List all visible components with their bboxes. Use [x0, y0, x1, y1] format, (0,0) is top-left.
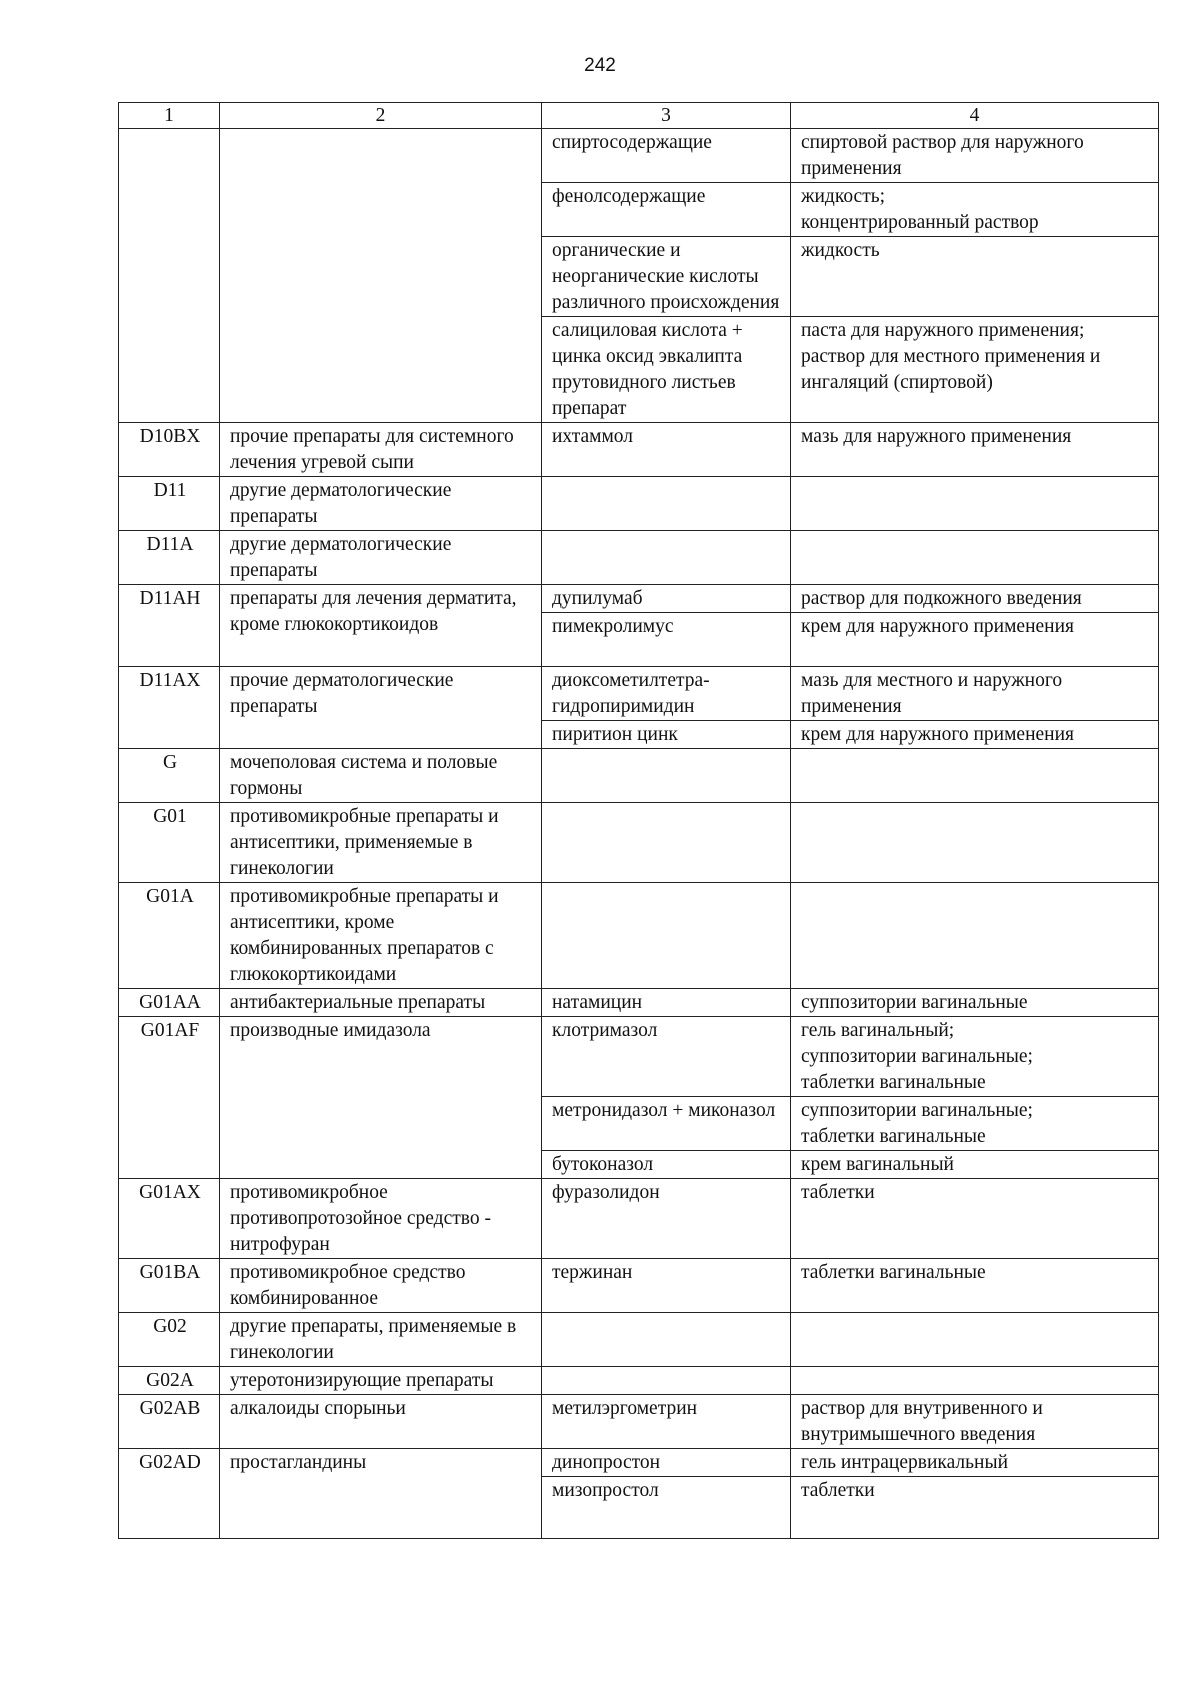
atc-code: D10BX	[119, 423, 220, 477]
page-number: 242	[584, 55, 616, 76]
drug-name: спиртосодержащие	[542, 129, 791, 183]
drug-name: диоксометилтетра- гидропиримидин	[542, 667, 791, 721]
dosage-form: мазь для местного и наружного применения	[791, 667, 1159, 721]
drug-name	[542, 749, 791, 803]
drug-name: органические и неорганические кислоты различного происхождения	[542, 237, 791, 317]
group-name: противомикробное средство комбинированное	[220, 1259, 542, 1313]
table-row	[119, 803, 1159, 883]
drug-name	[542, 883, 791, 989]
atc-code: D11AH	[119, 585, 220, 667]
dosage-form: крем для наружного применения	[791, 613, 1159, 667]
drug-name	[542, 803, 791, 883]
dosage-form: суппозитории вагинальные; таблетки вагинальные	[791, 1097, 1159, 1151]
dosage-form	[791, 883, 1159, 989]
drug-name: ихтаммол	[542, 423, 791, 477]
header-row	[119, 103, 1159, 129]
dosage-form	[791, 477, 1159, 531]
atc-code: G01AX	[119, 1179, 220, 1259]
dosage-form: крем вагинальный	[791, 1151, 1159, 1179]
dosage-form: гель интрацервикальный	[791, 1449, 1159, 1477]
table-row	[119, 883, 1159, 989]
table-row	[119, 1259, 1159, 1313]
table-row	[119, 585, 1159, 613]
group-name: утеротонизирующие препараты	[220, 1367, 542, 1395]
atc-code	[119, 129, 220, 423]
dosage-form	[791, 531, 1159, 585]
header-col-3: 3	[542, 103, 791, 129]
table-row	[119, 1313, 1159, 1367]
medicines-table	[118, 102, 1159, 1539]
drug-name: фенолсодержащие	[542, 183, 791, 237]
drug-name: метилэргометрин	[542, 1395, 791, 1449]
drug-name: салициловая кислота + цинка оксид эвкалипта прутовидного листьев препарат	[542, 317, 791, 423]
table-row	[119, 129, 1159, 183]
table-row	[119, 667, 1159, 721]
dosage-form: таблетки вагинальные	[791, 1259, 1159, 1313]
group-name: производные имидазола	[220, 1017, 542, 1179]
group-name: противомикробное противопротозойное средство - нитрофуран	[220, 1179, 542, 1259]
atc-code: D11	[119, 477, 220, 531]
dosage-form	[791, 749, 1159, 803]
atc-code: G01BA	[119, 1259, 220, 1313]
dosage-form: раствор для подкожного введения	[791, 585, 1159, 613]
dosage-form	[791, 1367, 1159, 1395]
table-row	[119, 477, 1159, 531]
header-col-4: 4	[791, 103, 1159, 129]
group-name: прочие препараты для системного лечения угревой сыпи	[220, 423, 542, 477]
dosage-form: суппозитории вагинальные	[791, 989, 1159, 1017]
drug-name: клотримазол	[542, 1017, 791, 1097]
dosage-form: крем для наружного применения	[791, 721, 1159, 749]
table-row	[119, 1017, 1159, 1097]
table-row	[119, 531, 1159, 585]
dosage-form: гель вагинальный; суппозитории вагинальные; таблетки вагинальные	[791, 1017, 1159, 1097]
dosage-form: жидкость; концентрированный раствор	[791, 183, 1159, 237]
table-row	[119, 1367, 1159, 1395]
drug-name	[542, 477, 791, 531]
group-name: простагландины	[220, 1449, 542, 1539]
atc-code: G01A	[119, 883, 220, 989]
group-name: антибактериальные препараты	[220, 989, 542, 1017]
table-row	[119, 1395, 1159, 1449]
group-name: мочеполовая система и половые гормоны	[220, 749, 542, 803]
group-name: другие дерматологические препараты	[220, 531, 542, 585]
drug-name: мизопростол	[542, 1477, 791, 1539]
drug-name: пимекролимус	[542, 613, 791, 667]
group-name: другие дерматологические препараты	[220, 477, 542, 531]
atc-code: G	[119, 749, 220, 803]
dosage-form: раствор для внутривенного и внутримышечного введения	[791, 1395, 1159, 1449]
atc-code: G02A	[119, 1367, 220, 1395]
drug-name: бутоконазол	[542, 1151, 791, 1179]
dosage-form: таблетки	[791, 1179, 1159, 1259]
group-name	[220, 129, 542, 423]
header-col-2: 2	[220, 103, 542, 129]
dosage-form	[791, 1313, 1159, 1367]
drug-name	[542, 531, 791, 585]
drug-name	[542, 1313, 791, 1367]
drug-name: динопростон	[542, 1449, 791, 1477]
table-row	[119, 1449, 1159, 1477]
group-name: прочие дерматологические препараты	[220, 667, 542, 749]
drug-name: пиритион цинк	[542, 721, 791, 749]
table-row	[119, 423, 1159, 477]
table-row	[119, 1179, 1159, 1259]
atc-code: G02AD	[119, 1449, 220, 1539]
drug-name: метронидазол + миконазол	[542, 1097, 791, 1151]
atc-code: D11A	[119, 531, 220, 585]
group-name: препараты для лечения дерматита, кроме глюкокортикоидов	[220, 585, 542, 667]
table-row	[119, 749, 1159, 803]
group-name: алкалоиды спорыньи	[220, 1395, 542, 1449]
table-row	[119, 989, 1159, 1017]
dosage-form: таблетки	[791, 1477, 1159, 1539]
drug-name: натамицин	[542, 989, 791, 1017]
header-col-1: 1	[119, 103, 220, 129]
atc-code: D11AX	[119, 667, 220, 749]
atc-code: G01	[119, 803, 220, 883]
atc-code: G01AF	[119, 1017, 220, 1179]
dosage-form	[791, 803, 1159, 883]
dosage-form: жидкость	[791, 237, 1159, 317]
atc-code: G02AB	[119, 1395, 220, 1449]
drug-name: тержинан	[542, 1259, 791, 1313]
group-name: противомикробные препараты и антисептики, кроме комбинированных препаратов с глюкокортикоидами	[220, 883, 542, 989]
group-name: другие препараты, применяемые в гинекологии	[220, 1313, 542, 1367]
dosage-form: мазь для наружного применения	[791, 423, 1159, 477]
drug-name	[542, 1367, 791, 1395]
group-name: противомикробные препараты и антисептики, применяемые в гинекологии	[220, 803, 542, 883]
dosage-form: спиртовой раствор для наружного применения	[791, 129, 1159, 183]
atc-code: G01AA	[119, 989, 220, 1017]
atc-code: G02	[119, 1313, 220, 1367]
dosage-form: паста для наружного применения; раствор для местного применения и ингаляций (спиртовой)	[791, 317, 1159, 423]
drug-name: фуразолидон	[542, 1179, 791, 1259]
drug-name: дупилумаб	[542, 585, 791, 613]
